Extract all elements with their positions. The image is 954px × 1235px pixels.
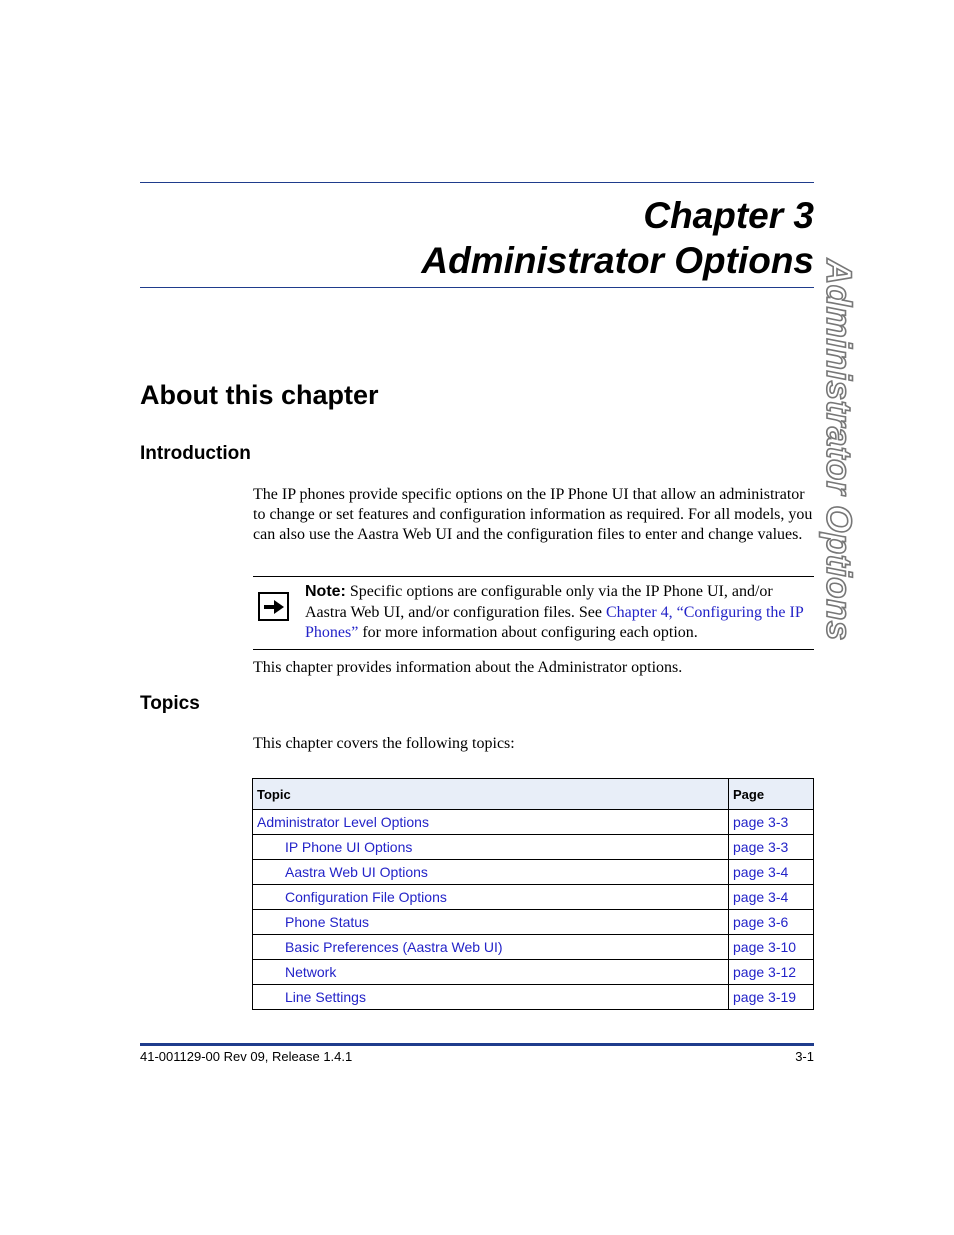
- chapter-number: Chapter 3: [643, 195, 814, 236]
- page-link[interactable]: page 3-6: [729, 910, 814, 935]
- chapter-name: Administrator Options: [421, 240, 814, 281]
- header-rule-bottom: [140, 287, 814, 288]
- page-link[interactable]: page 3-3: [729, 810, 814, 835]
- topic-link[interactable]: Line Settings: [253, 985, 729, 1010]
- note-text: [305, 582, 810, 644]
- note-text-before: Specific options are configurable only via the IP Phone UI, and/or Aastra Web UI, and/or configuration files. See: [305, 583, 773, 621]
- section-title: About this chapter: [140, 380, 379, 410]
- after-note-paragraph: This chapter provides information about the Administrator options.: [253, 659, 683, 676]
- footer-doc-id: 41-001129-00 Rev 09, Release 1.4.1: [140, 1049, 353, 1064]
- footer-page-number: 3-1: [795, 1049, 814, 1064]
- topics-paragraph: This chapter covers the following topics:: [253, 735, 515, 752]
- side-tab: [808, 250, 868, 650]
- page-link[interactable]: page 3-3: [729, 835, 814, 860]
- table-row: [253, 885, 814, 910]
- header-topic: Topic: [253, 779, 729, 810]
- topics-table: [252, 778, 814, 1010]
- table-row: [253, 960, 814, 985]
- topic-link[interactable]: Administrator Level Options: [253, 810, 729, 835]
- table-header-row: [253, 779, 814, 810]
- page-link[interactable]: page 3-4: [729, 885, 814, 910]
- topics-table-body: [253, 810, 814, 1010]
- page-link[interactable]: page 3-10: [729, 935, 814, 960]
- chapter-title: [421, 193, 814, 283]
- note-box: [253, 576, 814, 650]
- introduction-paragraph: The IP phones provide specific options on the IP Phone UI that allow an administrator to change or set features and configuration information as required. For all models, you can also use the Aastra Web UI and the configuration files to enter and change values.: [253, 486, 813, 543]
- note-label: Note:: [305, 583, 346, 600]
- table-row: [253, 810, 814, 835]
- introduction-heading: Introduction: [140, 443, 251, 464]
- page-link[interactable]: page 3-19: [729, 985, 814, 1010]
- header-rule-top: [140, 182, 814, 183]
- chapter-4-link[interactable]: Chapter 4, “Configuring the IP Phones”: [305, 603, 804, 641]
- topic-link[interactable]: Basic Preferences (Aastra Web UI): [253, 935, 729, 960]
- topic-link[interactable]: IP Phone UI Options: [253, 835, 729, 860]
- page-link[interactable]: page 3-12: [729, 960, 814, 985]
- note-text-after: for more information about configuring each option.: [358, 624, 698, 641]
- side-tab-label: Administrator Options: [819, 259, 858, 641]
- footer-rule: [140, 1043, 814, 1046]
- topic-link[interactable]: Phone Status: [253, 910, 729, 935]
- table-row: [253, 935, 814, 960]
- table-row: [253, 910, 814, 935]
- topics-heading: Topics: [140, 693, 200, 714]
- topic-link[interactable]: Configuration File Options: [253, 885, 729, 910]
- page-link[interactable]: page 3-4: [729, 860, 814, 885]
- arrow-right-icon: [258, 592, 289, 621]
- topic-link[interactable]: Network: [253, 960, 729, 985]
- table-row: [253, 985, 814, 1010]
- table-row: [253, 860, 814, 885]
- table-row: [253, 835, 814, 860]
- topic-link[interactable]: Aastra Web UI Options: [253, 860, 729, 885]
- header-page: Page: [729, 779, 814, 810]
